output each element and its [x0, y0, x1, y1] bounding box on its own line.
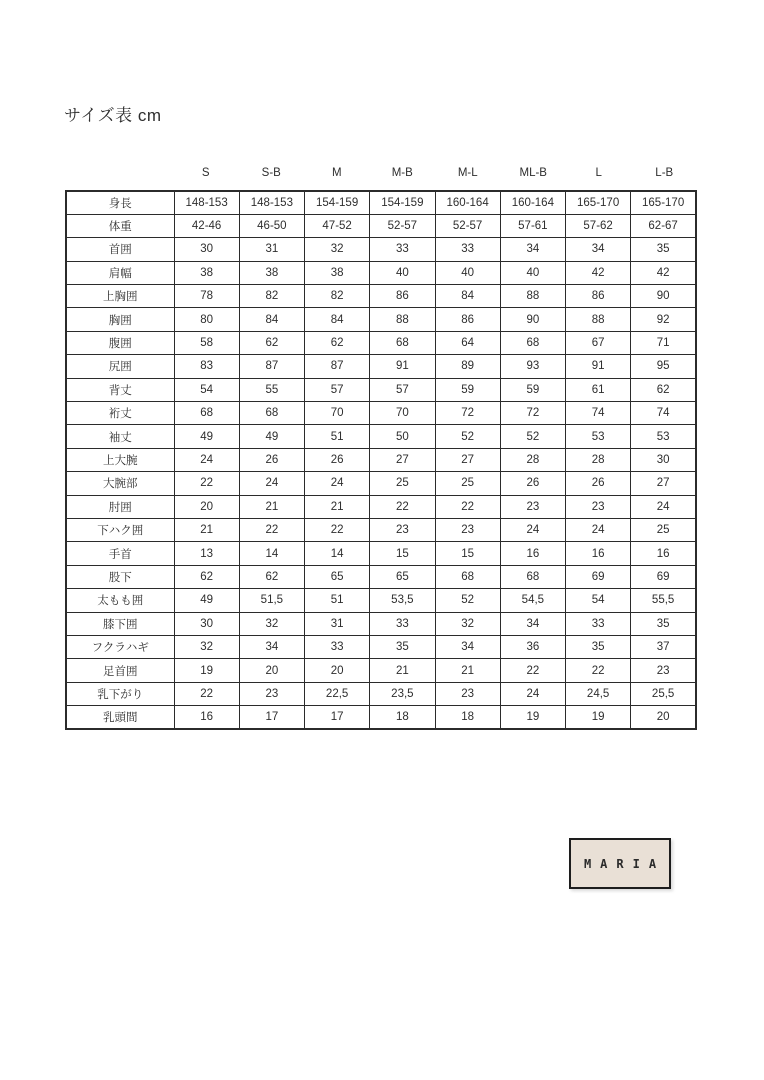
- measurement-cell: 22: [174, 472, 239, 495]
- measurement-cell: 15: [370, 542, 435, 565]
- measurement-cell: 33: [370, 612, 435, 635]
- measurement-cell: 34: [435, 635, 500, 658]
- measurement-cell: 42-46: [174, 214, 239, 237]
- measurement-cell: 18: [370, 706, 435, 729]
- measurement-row-label: 体重: [66, 214, 174, 237]
- measurement-cell: 42: [631, 261, 696, 284]
- table-row: [66, 565, 696, 588]
- measurement-row-label: 首囲: [66, 238, 174, 261]
- table-row: [66, 285, 696, 308]
- table-row: [66, 355, 696, 378]
- measurement-cell: 68: [500, 331, 565, 354]
- measurement-cell: 23: [566, 495, 631, 518]
- measurement-cell: 26: [239, 448, 304, 471]
- measurement-cell: 62: [305, 331, 370, 354]
- measurement-cell: 32: [239, 612, 304, 635]
- table-row: [66, 589, 696, 612]
- measurement-cell: 86: [435, 308, 500, 331]
- measurement-cell: 20: [631, 706, 696, 729]
- measurement-row-label: 腹囲: [66, 331, 174, 354]
- measurement-cell: 22: [174, 682, 239, 705]
- measurement-cell: 23,5: [370, 682, 435, 705]
- table-row: [66, 612, 696, 635]
- measurement-cell: 68: [239, 402, 304, 425]
- measurement-cell: 35: [370, 635, 435, 658]
- measurement-cell: 16: [174, 706, 239, 729]
- measurement-cell: 27: [435, 448, 500, 471]
- measurement-cell: 34: [500, 612, 565, 635]
- measurement-cell: 65: [370, 565, 435, 588]
- measurement-cell: 16: [631, 542, 696, 565]
- measurement-row-label: 足首囲: [66, 659, 174, 682]
- size-column-label: S-B: [261, 167, 281, 179]
- table-row: [66, 518, 696, 541]
- measurement-cell: 64: [435, 331, 500, 354]
- measurement-cell: 35: [631, 612, 696, 635]
- measurement-cell: 22: [435, 495, 500, 518]
- measurement-cell: 92: [631, 308, 696, 331]
- measurement-cell: 22: [500, 659, 565, 682]
- size-column-label: M-B: [391, 167, 413, 179]
- measurement-cell: 25: [370, 472, 435, 495]
- measurement-cell: 148-153: [239, 191, 304, 214]
- measurement-cell: 33: [435, 238, 500, 261]
- table-row: [66, 378, 696, 401]
- measurement-cell: 19: [566, 706, 631, 729]
- measurement-cell: 16: [566, 542, 631, 565]
- measurement-row-label: 上大腕: [66, 448, 174, 471]
- measurement-cell: 37: [631, 635, 696, 658]
- measurement-cell: 62: [239, 565, 304, 588]
- measurement-cell: 21: [435, 659, 500, 682]
- measurement-cell: 18: [435, 706, 500, 729]
- measurement-cell: 46-50: [239, 214, 304, 237]
- measurement-cell: 62: [631, 378, 696, 401]
- table-row: [66, 238, 696, 261]
- size-column-label: M: [331, 167, 342, 179]
- measurement-row-label: フクラハギ: [66, 635, 174, 658]
- measurement-cell: 38: [305, 261, 370, 284]
- measurement-cell: 24: [239, 472, 304, 495]
- measurement-cell: 40: [435, 261, 500, 284]
- measurement-row-label: 尻囲: [66, 355, 174, 378]
- measurement-cell: 53: [631, 425, 696, 448]
- measurement-cell: 30: [631, 448, 696, 471]
- measurement-cell: 26: [566, 472, 631, 495]
- measurement-cell: 65: [305, 565, 370, 588]
- measurement-cell: 26: [500, 472, 565, 495]
- measurement-cell: 95: [631, 355, 696, 378]
- measurement-cell: 13: [174, 542, 239, 565]
- measurement-cell: 74: [631, 402, 696, 425]
- measurement-cell: 84: [435, 285, 500, 308]
- measurement-cell: 72: [500, 402, 565, 425]
- measurement-cell: 23: [435, 682, 500, 705]
- measurement-cell: 91: [370, 355, 435, 378]
- measurement-cell: 72: [435, 402, 500, 425]
- measurement-cell: 62: [239, 331, 304, 354]
- measurement-cell: 38: [239, 261, 304, 284]
- measurement-cell: 22,5: [305, 682, 370, 705]
- measurement-cell: 53,5: [370, 589, 435, 612]
- measurement-cell: 67: [566, 331, 631, 354]
- measurement-cell: 69: [631, 565, 696, 588]
- measurement-cell: 15: [435, 542, 500, 565]
- measurement-cell: 28: [500, 448, 565, 471]
- measurement-cell: 78: [174, 285, 239, 308]
- measurement-cell: 90: [500, 308, 565, 331]
- table-row: [66, 472, 696, 495]
- measurement-cell: 33: [370, 238, 435, 261]
- measurement-cell: 25,5: [631, 682, 696, 705]
- measurement-cell: 34: [500, 238, 565, 261]
- measurement-cell: 59: [435, 378, 500, 401]
- measurement-cell: 19: [500, 706, 565, 729]
- measurement-cell: 154-159: [305, 191, 370, 214]
- measurement-cell: 52: [435, 589, 500, 612]
- measurement-cell: 20: [305, 659, 370, 682]
- measurement-row-label: 肘囲: [66, 495, 174, 518]
- measurement-cell: 52: [500, 425, 565, 448]
- measurement-row-label: 膝下囲: [66, 612, 174, 635]
- measurement-cell: 28: [566, 448, 631, 471]
- measurement-cell: 86: [370, 285, 435, 308]
- size-column-label: L: [595, 167, 602, 179]
- measurement-cell: 30: [174, 238, 239, 261]
- measurement-cell: 27: [370, 448, 435, 471]
- measurement-cell: 86: [566, 285, 631, 308]
- measurement-cell: 51: [305, 425, 370, 448]
- measurement-cell: 33: [566, 612, 631, 635]
- measurement-cell: 22: [370, 495, 435, 518]
- measurement-cell: 35: [566, 635, 631, 658]
- table-row: [66, 706, 696, 729]
- measurement-cell: 34: [239, 635, 304, 658]
- measurement-cell: 47-52: [305, 214, 370, 237]
- measurement-cell: 40: [370, 261, 435, 284]
- size-column-header-row: [173, 167, 697, 179]
- size-column-label: M-L: [457, 167, 478, 179]
- measurement-cell: 49: [174, 589, 239, 612]
- measurement-cell: 61: [566, 378, 631, 401]
- measurement-cell: 59: [500, 378, 565, 401]
- measurement-cell: 30: [174, 612, 239, 635]
- measurement-cell: 35: [631, 238, 696, 261]
- measurement-cell: 16: [500, 542, 565, 565]
- measurement-cell: 32: [305, 238, 370, 261]
- measurement-cell: 165-170: [566, 191, 631, 214]
- measurement-row-label: 肩幅: [66, 261, 174, 284]
- measurement-cell: 52-57: [370, 214, 435, 237]
- measurement-row-label: 股下: [66, 565, 174, 588]
- measurement-row-label: 胸囲: [66, 308, 174, 331]
- measurement-cell: 57-61: [500, 214, 565, 237]
- size-column-label: ML-B: [519, 167, 547, 179]
- measurement-cell: 84: [239, 308, 304, 331]
- measurement-row-label: 手首: [66, 542, 174, 565]
- measurement-cell: 22: [239, 518, 304, 541]
- measurement-cell: 26: [305, 448, 370, 471]
- table-row: [66, 659, 696, 682]
- measurement-cell: 14: [239, 542, 304, 565]
- table-row: [66, 448, 696, 471]
- measurement-cell: 87: [239, 355, 304, 378]
- measurement-cell: 70: [305, 402, 370, 425]
- measurement-cell: 24: [500, 682, 565, 705]
- measurement-cell: 68: [435, 565, 500, 588]
- measurement-cell: 40: [500, 261, 565, 284]
- table-row: [66, 214, 696, 237]
- measurement-cell: 82: [239, 285, 304, 308]
- measurement-cell: 89: [435, 355, 500, 378]
- measurement-cell: 27: [631, 472, 696, 495]
- measurement-cell: 22: [566, 659, 631, 682]
- measurement-cell: 52: [435, 425, 500, 448]
- measurement-cell: 74: [566, 402, 631, 425]
- measurement-cell: 62: [174, 565, 239, 588]
- measurement-cell: 23: [370, 518, 435, 541]
- measurement-cell: 82: [305, 285, 370, 308]
- page-title: サイズ表 cm: [64, 106, 162, 125]
- table-row: [66, 635, 696, 658]
- table-row: [66, 308, 696, 331]
- measurement-cell: 17: [239, 706, 304, 729]
- table-row: [66, 425, 696, 448]
- measurement-cell: 36: [500, 635, 565, 658]
- table-row: [66, 682, 696, 705]
- measurement-cell: 49: [174, 425, 239, 448]
- size-table: [65, 190, 697, 730]
- measurement-cell: 20: [239, 659, 304, 682]
- measurement-cell: 31: [239, 238, 304, 261]
- measurement-cell: 51: [305, 589, 370, 612]
- measurement-row-label: 下ハク囲: [66, 518, 174, 541]
- measurement-cell: 17: [305, 706, 370, 729]
- measurement-cell: 25: [631, 518, 696, 541]
- measurement-cell: 24: [566, 518, 631, 541]
- measurement-cell: 24: [174, 448, 239, 471]
- measurement-cell: 53: [566, 425, 631, 448]
- measurement-cell: 70: [370, 402, 435, 425]
- measurement-cell: 55: [239, 378, 304, 401]
- measurement-cell: 23: [239, 682, 304, 705]
- measurement-cell: 84: [305, 308, 370, 331]
- measurement-cell: 54: [174, 378, 239, 401]
- measurement-cell: 57: [370, 378, 435, 401]
- measurement-cell: 165-170: [631, 191, 696, 214]
- table-row: [66, 191, 696, 214]
- measurement-row-label: 乳頭間: [66, 706, 174, 729]
- measurement-cell: 57: [305, 378, 370, 401]
- size-column-label: L-B: [655, 167, 674, 179]
- measurement-cell: 23: [631, 659, 696, 682]
- measurement-cell: 21: [174, 518, 239, 541]
- measurement-cell: 90: [631, 285, 696, 308]
- measurement-row-label: 太もも囲: [66, 589, 174, 612]
- measurement-cell: 21: [305, 495, 370, 518]
- measurement-cell: 88: [370, 308, 435, 331]
- measurement-cell: 25: [435, 472, 500, 495]
- measurement-cell: 38: [174, 261, 239, 284]
- measurement-cell: 160-164: [435, 191, 500, 214]
- measurement-cell: 88: [500, 285, 565, 308]
- measurement-cell: 69: [566, 565, 631, 588]
- measurement-cell: 31: [305, 612, 370, 635]
- measurement-cell: 33: [305, 635, 370, 658]
- measurement-cell: 51,5: [239, 589, 304, 612]
- measurement-cell: 49: [239, 425, 304, 448]
- measurement-cell: 52-57: [435, 214, 500, 237]
- measurement-cell: 88: [566, 308, 631, 331]
- measurement-cell: 68: [174, 402, 239, 425]
- size-column-label: S: [201, 167, 210, 179]
- table-row: [66, 261, 696, 284]
- measurement-cell: 58: [174, 331, 239, 354]
- measurement-cell: 154-159: [370, 191, 435, 214]
- measurement-cell: 21: [370, 659, 435, 682]
- measurement-cell: 160-164: [500, 191, 565, 214]
- measurement-cell: 83: [174, 355, 239, 378]
- measurement-cell: 54,5: [500, 589, 565, 612]
- maria-logo-text: MARIA: [583, 856, 666, 871]
- measurement-row-label: 大腕部: [66, 472, 174, 495]
- measurement-cell: 68: [370, 331, 435, 354]
- measurement-cell: 91: [566, 355, 631, 378]
- measurement-cell: 24: [631, 495, 696, 518]
- measurement-cell: 80: [174, 308, 239, 331]
- measurement-cell: 62-67: [631, 214, 696, 237]
- measurement-row-label: 袖丈: [66, 425, 174, 448]
- measurement-cell: 32: [435, 612, 500, 635]
- measurement-cell: 21: [239, 495, 304, 518]
- table-row: [66, 402, 696, 425]
- measurement-row-label: 裄丈: [66, 402, 174, 425]
- measurement-cell: 54: [566, 589, 631, 612]
- measurement-cell: 87: [305, 355, 370, 378]
- measurement-cell: 50: [370, 425, 435, 448]
- measurement-cell: 42: [566, 261, 631, 284]
- measurement-cell: 68: [500, 565, 565, 588]
- maria-logo-badge: [569, 838, 671, 889]
- measurement-cell: 24,5: [566, 682, 631, 705]
- measurement-cell: 22: [305, 518, 370, 541]
- measurement-cell: 24: [305, 472, 370, 495]
- measurement-cell: 23: [500, 495, 565, 518]
- measurement-row-label: 上胸囲: [66, 285, 174, 308]
- table-row: [66, 542, 696, 565]
- measurement-cell: 19: [174, 659, 239, 682]
- measurement-cell: 32: [174, 635, 239, 658]
- measurement-cell: 24: [500, 518, 565, 541]
- measurement-row-label: 乳下がり: [66, 682, 174, 705]
- measurement-cell: 71: [631, 331, 696, 354]
- measurement-cell: 20: [174, 495, 239, 518]
- measurement-cell: 23: [435, 518, 500, 541]
- measurement-cell: 55,5: [631, 589, 696, 612]
- measurement-cell: 14: [305, 542, 370, 565]
- measurement-row-label: 身長: [66, 191, 174, 214]
- measurement-cell: 93: [500, 355, 565, 378]
- table-row: [66, 495, 696, 518]
- measurement-cell: 34: [566, 238, 631, 261]
- measurement-row-label: 背丈: [66, 378, 174, 401]
- table-row: [66, 331, 696, 354]
- measurement-cell: 148-153: [174, 191, 239, 214]
- measurement-cell: 57-62: [566, 214, 631, 237]
